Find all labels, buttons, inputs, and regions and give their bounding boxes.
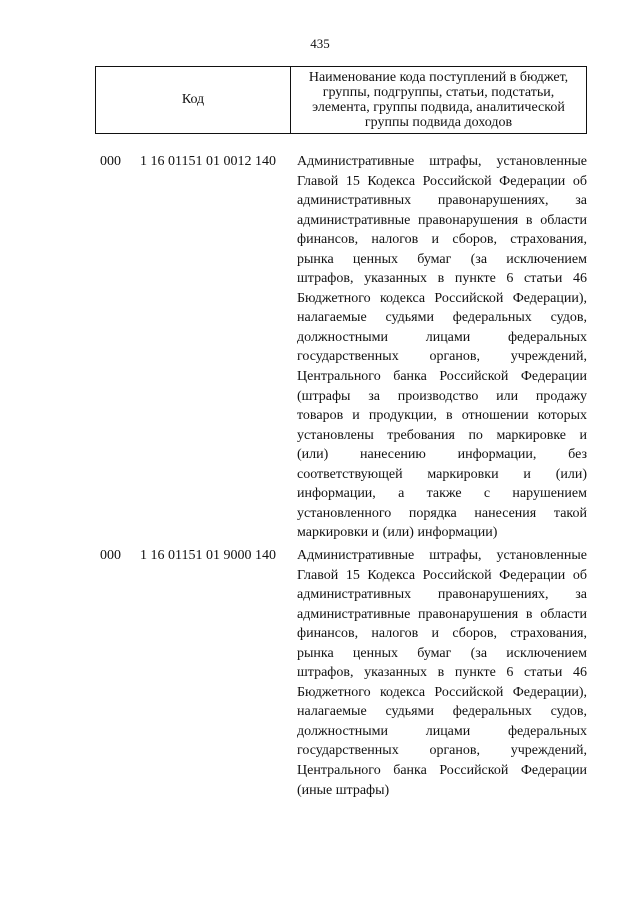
revenue-description [297, 546, 587, 800]
description-line: рынка ценных бумаг (за исключением [297, 251, 587, 267]
description-line: информации, а также с нарушением [297, 486, 587, 502]
header-code-cell: Код [96, 67, 291, 133]
description-line: Административные штрафы, установленные [297, 154, 587, 169]
description-line: (штрафы за производство или продажу [297, 388, 587, 404]
description-line: установлены требования по маркировке и [297, 427, 587, 443]
revenue-description [297, 152, 587, 543]
description-line: Главой 15 Кодекса Российской Федерации об [297, 173, 587, 189]
description-line: штрафов, указанных в пункте 6 статьи 46 [297, 271, 587, 287]
description-line: налагаемые судьями федеральных судов, [297, 310, 587, 326]
description-line: финансов, налогов и сборов, страхования, [297, 232, 587, 248]
description-line: административные правонарушения в области [297, 212, 587, 228]
description-line: государственных органов, учреждений, [297, 349, 587, 365]
description-line: государственных органов, учреждений, [297, 743, 587, 759]
revenue-code: 1 16 01151 01 0012 140 [140, 154, 276, 169]
description-line: соответствующей маркировки и (или) [297, 466, 587, 482]
description-line: должностными лицами федеральных [297, 329, 587, 345]
description-line: Главой 15 Кодекса Российской Федерации об [297, 567, 587, 583]
description-line: товаров и продукции, в отношении которых [297, 408, 587, 424]
description-line: административные правонарушения в области [297, 606, 587, 622]
description-line: (или) нанесению информации, без [297, 447, 587, 463]
description-line: административных правонарушениях, за [297, 193, 587, 209]
description-line: должностными лицами федеральных [297, 723, 587, 739]
description-line: Центрального банка Российской Федерации [297, 369, 587, 385]
description-line: административных правонарушениях, за [297, 587, 587, 603]
description-line: штрафов, указанных в пункте 6 статьи 46 [297, 665, 587, 681]
description-line: Бюджетного кодекса Российской Федерации), [297, 290, 587, 306]
description-line: маркировки и (или) информации) [297, 525, 498, 541]
description-line: Административные штрафы, установленные [297, 548, 587, 563]
header-name-cell: Наименование кода поступлений в бюджет, группы, подгруппы, статьи, подстатьи, элемента, группы подвида, аналитической группы подвида доходов [308, 70, 569, 130]
description-line: (иные штрафы) [297, 782, 390, 798]
description-line: Центрального банка Российской Федерации [297, 763, 587, 779]
page-number: 435 [310, 36, 330, 51]
description-line: налагаемые судьями федеральных судов, [297, 704, 587, 720]
description-line: Бюджетного кодекса Российской Федерации), [297, 684, 587, 700]
description-line: рынка ценных бумаг (за исключением [297, 645, 587, 661]
admin-code: 000 [100, 548, 121, 563]
description-line: финансов, налогов и сборов, страхования, [297, 626, 587, 642]
revenue-code: 1 16 01151 01 9000 140 [140, 548, 276, 563]
admin-code: 000 [100, 154, 121, 169]
description-line: установленного порядка нанесения такой [297, 505, 587, 521]
table-header [95, 66, 587, 134]
